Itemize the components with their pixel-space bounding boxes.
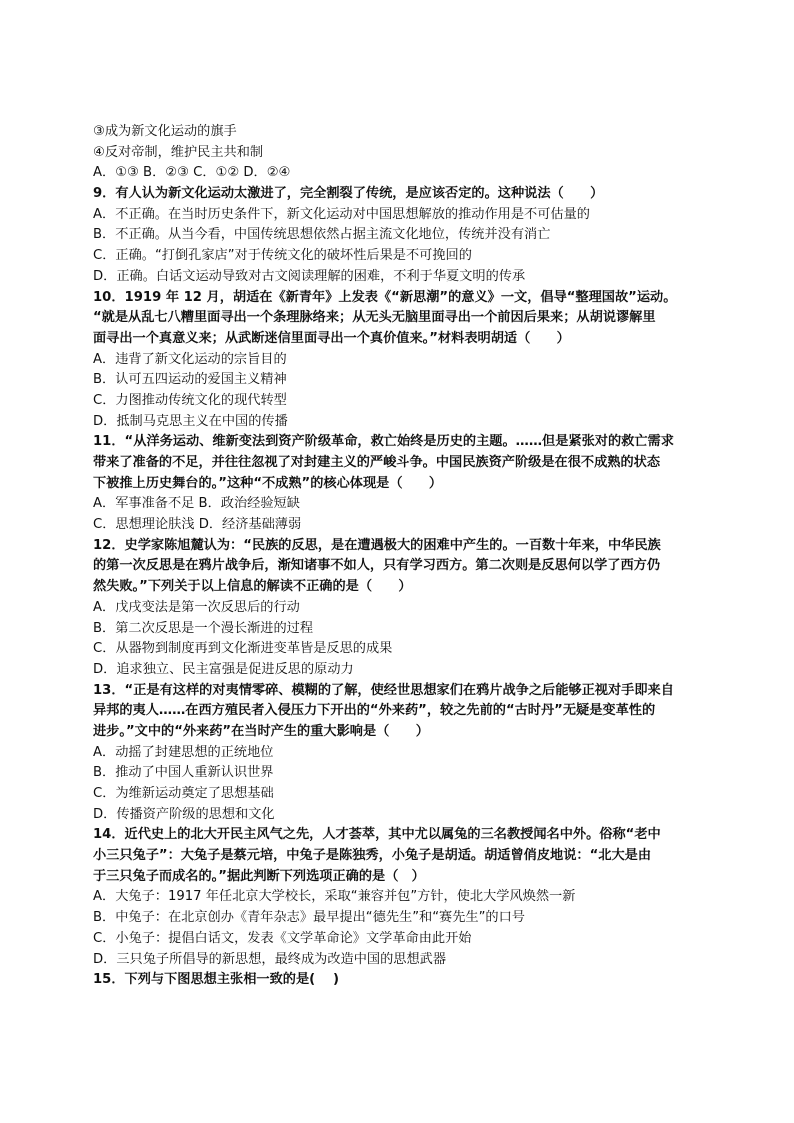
answer-option-line: D．传播资产阶级的思想和文化 <box>93 806 275 822</box>
answer-option-line: A．动摇了封建思想的正统地位 <box>93 744 274 760</box>
answer-option-line: A．军事准备不足 B．政治经验短缺 <box>93 496 300 512</box>
question-stem-line: 9．有人认为新文化运动太激进了，完全割裂了传统，是应该否定的。这种说法（ ） <box>93 186 604 202</box>
answer-option-line: D．三只兔子所倡导的新思想，最终成为改造中国的思想武器 <box>93 951 447 967</box>
answer-option-line: A．不正确。在当时历史条件下，新文化运动对中国思想解放的推动作用是不可估量的 <box>93 206 590 222</box>
answer-option-line: ③成为新文化运动的旗手 <box>93 124 237 139</box>
answer-option-line: C．从器物到制度再到文化渐进变革皆是反思的成果 <box>93 641 393 657</box>
question-stem-line: 于三只兔子而成名的。”据此判断下列选项正确的是（ ） <box>93 868 425 884</box>
answer-option-line: D．追求独立、民主富强是促进反思的原动力 <box>93 661 354 677</box>
answer-option-line: C．小兔子：提倡白话文，发表《文学革命论》文学革命由此开始 <box>93 930 472 946</box>
question-stem-line: 然失败。”下列关于以上信息的解读不正确的是（ ） <box>93 579 412 595</box>
question-stem-line: 12．史学家陈旭麓认为：“民族的反思，是在遭遇极大的困难中产生的。一百数十年来，中华民族 <box>93 537 661 553</box>
answer-option-line: A．戊戌变法是第一次反思后的行动 <box>93 599 300 615</box>
answer-option-line: A．大兔子：1917 年任北京大学校长，采取“兼容并包”方针，使北大学风焕然一新 <box>93 889 576 905</box>
answer-option-line: C．力图推动传统文化的现代转型 <box>93 392 287 408</box>
question-stem-line: 带来了准备的不足，并往往忽视了对封建主义的严峻斗争。中国民族资产阶级是在很不成熟的状态 <box>93 455 661 470</box>
answer-option-line: C．思想理论肤浅 D．经济基础薄弱 <box>93 517 302 533</box>
question-stem-line: 14．近代史上的北大开民主风气之先，人才荟萃，其中尤以属兔的三名教授闻名中外。俗称“老中 <box>93 827 661 843</box>
answer-option-line: D．抵制马克思主义在中国的传播 <box>93 413 288 429</box>
question-stem-line: 面寻出一个真意义来；从武断迷信里面寻出一个真价值来。”材料表明胡适（ ） <box>93 330 570 346</box>
question-stem-line: 的第一次反思是在鸦片战争后，渐知诸事不如人，只有学习西方。第二次则是反思何以学了西方仍 <box>93 558 661 574</box>
question-stem-line: 15．下列与下图思想主张相一致的是( ) <box>93 972 339 988</box>
answer-option-line: ④反对帝制，维护民主共和制 <box>93 144 264 160</box>
answer-option-line: A．①③ B．②③ C．①② D．②④ <box>93 165 291 181</box>
question-stem-line: 10．1919 年 12 月，胡适在《新青年》上发表《“新思潮”的意义》一文，倡导“整理国故”运动。 <box>93 289 677 305</box>
answer-option-line: B．不正确。从当今看，中国传统思想依然占据主流文化地位，传统并没有消亡 <box>93 227 551 243</box>
question-stem-line: 13．“正是有这样的对夷情零碎、模糊的了解，使经世思想家们在鸦片战争之后能够正视对手即来自 <box>93 682 674 698</box>
answer-option-line: B．中兔子：在北京创办《青年杂志》最早提出“德先生”和“赛先生”的口号 <box>93 910 525 926</box>
question-stem-line: 进步。”文中的“外来药”在当时产生的重大影响是（ ） <box>93 723 429 739</box>
answer-option-line: B．推动了中国人重新认识世界 <box>93 765 274 781</box>
question-stem-line: 异邦的夷人……在西方殖民者入侵压力下开出的“外来药”，较之先前的“古时丹”无疑是变革性的 <box>93 703 656 719</box>
answer-option-line: A．违背了新文化运动的宗旨目的 <box>93 351 287 367</box>
answer-option-line: B．第二次反思是一个漫长渐进的过程 <box>93 620 314 636</box>
answer-option-line: D．正确。白话文运动导致对古文阅读理解的困难，不利于华夏文明的传承 <box>93 268 526 284</box>
answer-option-line: B．认可五四运动的爱国主义精神 <box>93 372 287 388</box>
answer-option-line: C．为维新运动奠定了思想基础 <box>93 786 274 801</box>
question-stem-line: 下被推上历史舞台的。”这种“不成熟”的核心体现是（ ） <box>93 475 443 491</box>
question-stem-line: “就是从乱七八糟里面寻出一个条理脉络来；从无头无脑里面寻出一个前因后果来；从胡说谬解里 <box>93 310 656 326</box>
answer-option-line: C．正确。“打倒孔家店”对于传统文化的破坏性后果是不可挽回的 <box>93 248 472 264</box>
exam-page <box>93 122 713 991</box>
question-stem-line: 小三只兔子”：大兔子是蔡元培，中兔子是陈独秀，小兔子是胡适。胡适曾俏皮地说：“北大是由 <box>93 848 652 864</box>
question-stem-line: 11．“从洋务运动、维新变法到资产阶级革命，救亡始终是历史的主题。……但是紧张对的救亡需求 <box>93 434 674 450</box>
